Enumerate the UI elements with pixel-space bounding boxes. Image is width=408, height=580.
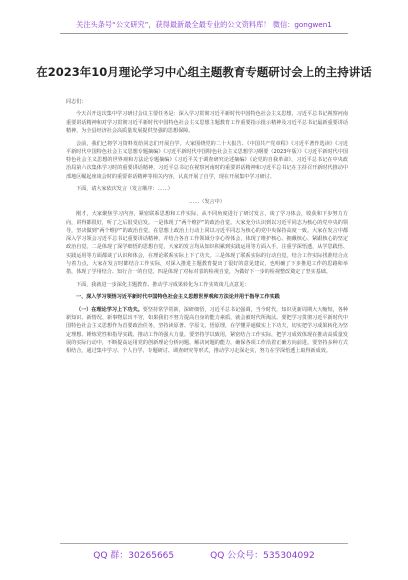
subsection-heading: （一）在理论学习上下功夫。 [76,306,143,313]
paragraph: 下面，我就进一步深化主题教育、推动学习成果转化为工作实效谈几点意见： [76,281,250,288]
paragraph: 会前，我们已将学习资料发给同志们开展自学。大家围绕党的二十大报告、《中国共产党章程》《习近平著作选读》《习近平新时代中国特色社会主义思想专题摘编》《习近平新时代中国特色社会主义思想学习纲要（2023年版）》《习近平新时代中国特色社会主义思想的世界观和方法论专题摘编》《习近平关于调查研究论述摘编》《论党的自我革命》，习近平总书记在中央政治局第六次集体学习时的重要讲话精神，习近平总书记在视察河南时的重要讲话精神和习近平总书记在主持召开新时代推动中部地区崛起座谈会时的重要讲话精神等相关内容，认真开展了自学，现在开展集中学习研讨。 [66,140,348,180]
paragraph: ……（发言中） [189,198,225,205]
footer-qq-group: QQ 群：30265665 [93,551,175,561]
document-title: 在2023年10月理论学习中心组主题教育专题研讨会上的主持讲话 [36,65,372,79]
paragraph [66,306,348,356]
paragraph: 下面，请大家依次发言（发言顺序：……） [76,186,173,193]
paragraph-text: 要坚持常学常新，深研细悟，习近平总书记强调，当今时代，知识更新周期大大缩短，各种新知识、新情况、新事物层出不穷，如果我们不努力提高自身的能力素质，就会被时代所淘汰。要把学习贯彻习近平新时代中国特色社会主义思想作为首要政治任务，坚持读原著、学原文、悟原理，在学懂弄通做实上下功夫，切实把学习成果转化为坚定理想、锤炼党性和指导实践、推动工作的强大力量。要坚持学以致用，紧密结合工作实际，把学习成效体现在推动高质量发展的实际行动中，不断提高运用党的创新理论分析问题、解决问题的能力，确保各项工作沿着正确方向前进。要坚持多种方式相结合，通过集中学习、个人自学、专题研讨、调查研究等形式，推动学习走深走实，努力在学深悟透上取得新成效。 [66,306,348,355]
footer-qq-account: QQ 公众号：535304092 [210,551,315,561]
document-body [66,98,348,360]
paragraph: 今天召开这次集中学习研讨会议主要任务是：深入学习贯彻习近平新时代中国特色社会主义思想，习近平总书记视察河南重要讲话精神和对学习贯彻习近平新时代中国特色社会主义思想主题教育工作重要指示批示精神及习近平总书记最新重要讲话精神，为全县经济社会高质量发展提供坚强的思想保障。 [66,111,348,135]
footer [0,548,408,561]
greeting: 同志们： [66,99,87,105]
paragraph: 刚才，大家聚焦学习内容，紧密联系思想和工作实际，从不同角度进行了研讨发言，谈了学习体会，收获和下步努力方向，讲得都很好，听了之后很受启发。一是体现了“两个维护”的政治自觉。大家充分认识到以习近平同志为核心的党中央的领导，坚决做到“两个维护”的政治自觉，在思想上政治上行动上同以习近平同志为核心的党中央保持高度一致。大家在发言中都深入学习领会习近平总书记重要讲话精神，并结合各自工作领域分享心得体会，体现了维护核心、拥戴核心、紧跟核心的坚定政治自觉。二是体现了深学细悟的思想自觉，大家的发言均从知识积累到实践运用等方面入手，注重学深悟透，从学思践悟、实践运用等方面都谈了认识和体会，在理论联系实际上下了功夫。三是体现了联系实际的行动自觉。结合工作实际找准结合点与着力点，大家在发言时都结合工作实际，对深入推进主题教育提出了很好的意见建议，也明确了下步推进工作的思路和举措，体现了学用结合、知行合一的自觉。四是体现了对标对表的检视自觉，为做好下一步的检视整改奠定了坚实基础。 [66,211,348,276]
section-heading: 一、深入学习领悟习近平新时代中国特色社会主义思想世界观和方法论并用于指导工作实践 [76,294,280,301]
promo-banner: 关注头条号“公文研究”，获得最新最全最专业的公文资料库！ 微信：gongwen1 [60,20,348,34]
footer-divider [60,543,348,544]
